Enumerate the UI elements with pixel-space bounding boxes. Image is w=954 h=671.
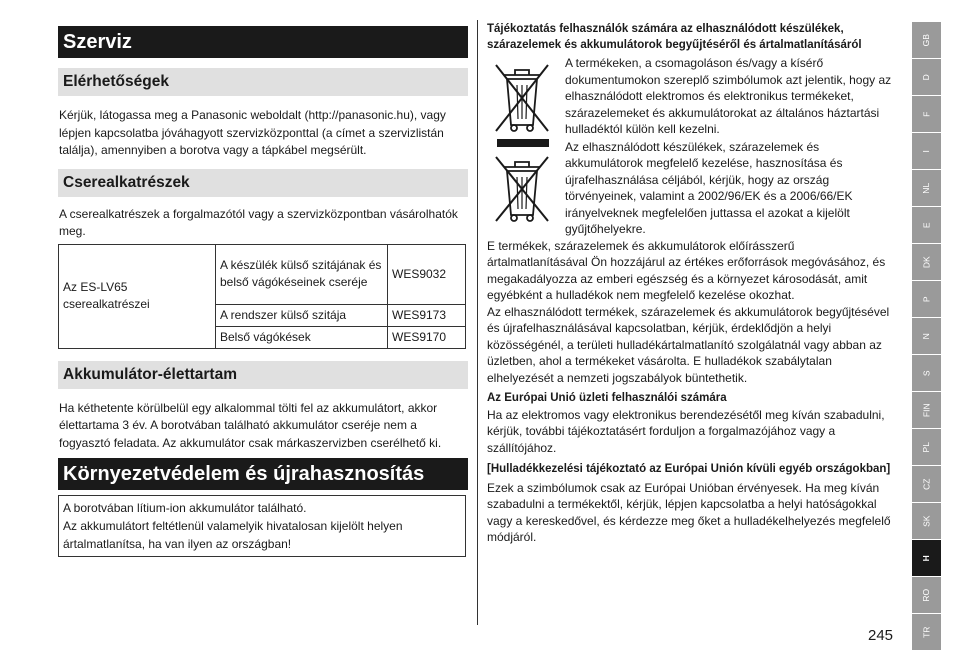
subheading-battery: Akkumulátor-élettartam: [58, 361, 468, 389]
language-tab-label: D: [921, 73, 932, 81]
language-tab-f[interactable]: [912, 96, 941, 133]
part-name: A rendszer külső szitája: [216, 304, 388, 326]
part-name: A készülék külső szitájának és belső vágókéseinek cseréje: [216, 244, 388, 304]
language-tab-n[interactable]: [912, 318, 941, 355]
crossed-bin-icon: [490, 149, 554, 225]
parts-table: [58, 244, 466, 349]
language-tab-label: FIN: [921, 403, 932, 417]
crossed-bin-icon: [490, 57, 554, 135]
language-tab-label: CZ: [921, 478, 932, 490]
part-name: Belső vágókések: [216, 326, 388, 348]
weee-paragraph: Az elhasználódott készülékek, szárazelemek és akkumulátorok megfelelő kezelése, hasznosítása és újrafelhasználása céljából, kérjük, hogy az ország törvényeinek, valamint a 2002/96/EK és a 2006/66/EK irányelveknek megfelelően juttassa el azokat a kijelölt gyűjtőhelyekre.: [565, 139, 853, 236]
language-tab-label: F: [921, 111, 932, 117]
left-column: [58, 26, 468, 557]
contacts-text: Kérjük, látogassa meg a Panasonic weboldalt (http://panasonic.hu), vagy lépjen kapcsolatba jóváhagyott szervizközponttal (a címet a szervizlistán találja), amennyiben a borotva vagy a tápkábel megsérült.: [59, 108, 446, 157]
parts-group-label: Az ES-LV65 cserealkatrészei: [59, 244, 216, 348]
language-tab-label: NL: [921, 182, 932, 194]
notice-line: Az akkumulátort feltétlenül valamelyik hivatalosan kijelölt helyen ártalmatlanítsa, ha van ilyen az országban!: [63, 519, 403, 551]
part-code: WES9173: [388, 304, 466, 326]
language-tab-cz[interactable]: [912, 466, 941, 503]
language-tab-label: TR: [921, 626, 932, 638]
language-tab-label: N: [921, 332, 932, 340]
battery-text: Ha kéthetente körülbelül egy alkalommal tölti fel az akkumulátort, akkor élettartama 3 év. A borotvában található akkumulátor cseréje nem a fogyasztó feladata. Az akkumulátor csak márkaszervizben cserélhető ki.: [59, 400, 442, 450]
language-tab-label: H: [921, 554, 932, 562]
language-tab-label: RO: [921, 588, 932, 602]
business-users-text: Ha az elektromos vagy elektronikus berendezésétől meg kíván szabadulni, kérjük, további tájékoztatásért forduljon a forgalmazójához vagy a szállítójához.: [487, 407, 885, 455]
language-tab-sk[interactable]: [912, 503, 941, 540]
weee-title: Tájékoztatás felhasználók számára az elhasználódott készülékek, szárazelemek és akkumulátorok begyűjtéséről és ártalmatlanításáról: [487, 23, 862, 51]
business-users-heading: Az Európai Unió üzleti felhasználói számára: [487, 392, 727, 404]
language-tab-e[interactable]: [912, 207, 941, 244]
weee-symbols: [490, 57, 560, 225]
language-tab-label: GB: [921, 33, 932, 47]
language-tabs: [912, 22, 941, 651]
language-tab-label: E: [921, 222, 932, 228]
non-eu-text: Ezek a szimbólumok csak az Európai Unióban érvényesek. Ha meg kíván szabadulni a termékektől, kérjük, lépjen kapcsolatba a helyi hatóságokkal vagy a kereskedővel, és kérdezze meg őket a hulladékelhelyezés megfelelő módjáról.: [487, 480, 891, 544]
language-tab-i[interactable]: [912, 133, 941, 170]
table-row: [59, 244, 466, 304]
non-eu-heading: [Hulladékkezelési tájékoztató az Európai Unión kívüli egyéb országokban]: [487, 463, 891, 475]
language-tab-ro[interactable]: [912, 577, 941, 614]
language-tab-label: P: [921, 296, 932, 302]
language-tab-label: PL: [921, 441, 932, 453]
language-tab-fin[interactable]: [912, 392, 941, 429]
subheading-parts: Cserealkatrészek: [58, 169, 468, 197]
language-tab-dk[interactable]: [912, 244, 941, 281]
language-tab-gb[interactable]: [912, 22, 941, 59]
section-heading-szerviz: Szerviz: [58, 26, 468, 58]
notice-line: A borotvában lítium-ion akkumulátor található.: [63, 501, 307, 515]
parts-text: A cserealkatrészek a forgalmazótól vagy a szervizközpontban vásárolhatók meg.: [59, 206, 458, 238]
language-tab-label: DK: [921, 256, 932, 268]
weee-paragraph: A termékeken, a csomagoláson és/vagy a kísérő dokumentumokon szereplő szimbólumok azt jelentik, hogy az elhasználódott elektromos és elektronikus termékeket, szárazelemeket és akkumulátorokat az általános háztartási hulladéktól külön kell kezelni.: [565, 56, 892, 136]
subheading-contacts: Elérhetőségek: [58, 68, 468, 96]
part-code: WES9032: [388, 244, 466, 304]
language-tab-pl[interactable]: [912, 429, 941, 466]
language-tab-label: SK: [921, 515, 932, 527]
language-tab-label: I: [921, 149, 932, 153]
weee-paragraph: Az elhasználódott termékek, szárazelemek és akkumulátorok begyűjtésével és újrafelhasználásával kapcsolatban, kérjük, érdeklődjön a helyi közösségénél, a területi hulladékártalmatlanító szolgálatnál vagy abban az üzletben, ahol a termékeket vásárolta. E hulladékok szabálytalan elhelyezését a nemzeti jogszabályok büntethetik.: [487, 304, 890, 385]
battery-disposal-notice: [58, 495, 466, 557]
bar-symbol: [497, 139, 549, 147]
language-tab-h[interactable]: [912, 540, 941, 577]
language-tab-label: S: [921, 370, 932, 376]
language-tab-nl[interactable]: [912, 170, 941, 207]
language-tab-s[interactable]: [912, 355, 941, 392]
weee-paragraph: E termékek, szárazelemek és akkumulátorok előírásszerű ártalmatlanításával Ön hozzájárul az értékes erőforrások megóvásához, és megakadályozza az emberi egészség és a környezet károsodását, amit egyébként a hulladékok nem megfelelő kezelése okozhat.: [487, 238, 886, 302]
language-tab-p[interactable]: [912, 281, 941, 318]
right-column: [487, 22, 892, 546]
language-tab-d[interactable]: [912, 59, 941, 96]
part-code: WES9170: [388, 326, 466, 348]
language-tab-tr[interactable]: [912, 614, 941, 651]
symbols-block: [487, 55, 892, 238]
section-heading-environment: Környezetvédelem és újrahasznosítás: [58, 458, 468, 490]
symbols-text: [565, 55, 892, 238]
page-number: 245: [868, 627, 894, 644]
column-divider: [477, 20, 478, 625]
